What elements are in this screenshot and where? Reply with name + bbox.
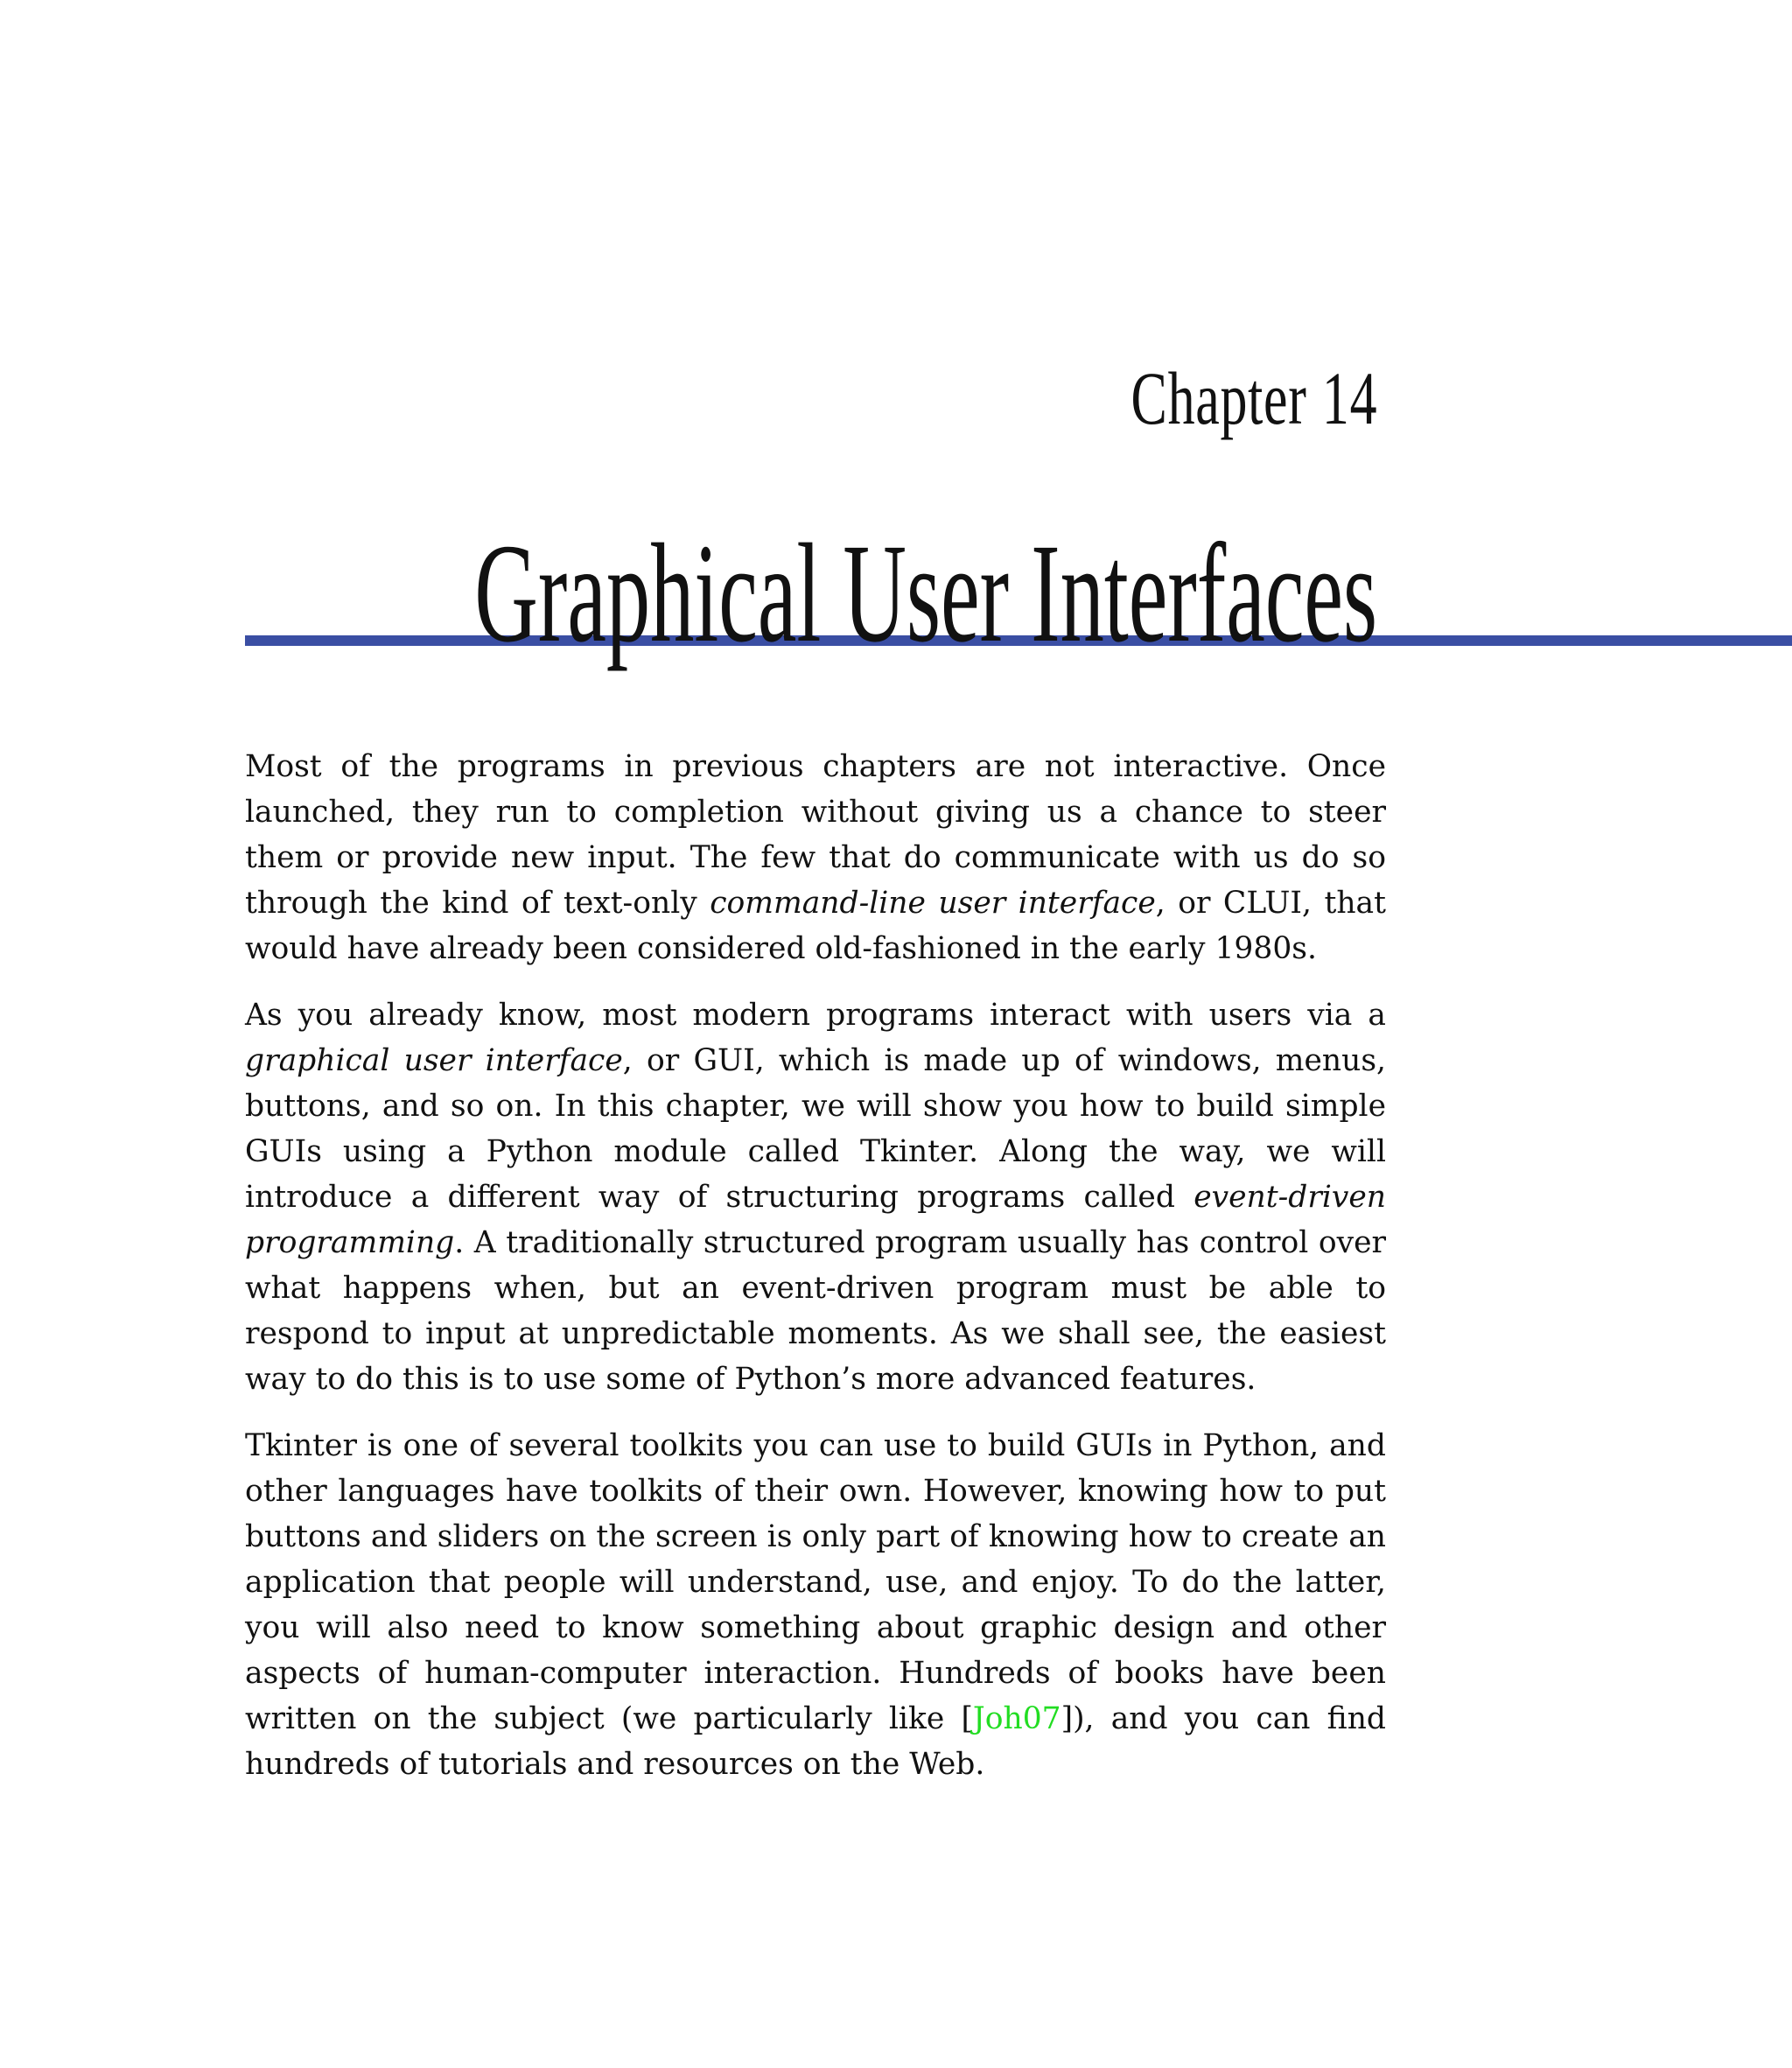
body-text: [245, 744, 1386, 1808]
chapter-number: 14: [1321, 356, 1377, 440]
term-gui: graphical user interface: [245, 1043, 623, 1078]
paragraph-1: [245, 744, 1386, 971]
paragraph-1-text-b: , or CLUI, that would have already been considered old-fashioned in the early 1980s.: [245, 886, 1386, 966]
paragraph-2: [245, 992, 1386, 1402]
chapter-title: Graphical User Interfaces: [474, 515, 1377, 672]
paragraph-1-text-a: Most of the programs in previous chapters are not interactive. Once launched, they run to completion without giving us a chance to steer them or provide new input. The few that do communicate with us do so through the kind of text-only: [245, 749, 1386, 921]
term-event-driven: event-driven programming: [245, 1180, 1386, 1260]
paragraph-3-text-a: Tkinter is one of several toolkits you can use to build GUIs in Python, and other languages have toolkits of their own. However, knowing how to put buttons and sliders on the screen is only part of knowing how to create an application that people will understand, use, and enjoy. To do the latter, you will also need to know something about graphic design and other aspects of human-computer interaction. Hundreds of books have been written on the subject (we particularly like [: [245, 1428, 1386, 1736]
paragraph-3: [245, 1423, 1386, 1787]
paragraph-3-text-b: ]), and you can find hundreds of tutorials and resources on the Web.: [245, 1701, 1387, 1782]
chapter-number-heading: [1130, 356, 1377, 440]
paragraph-2-text-b: , or GUI, which is made up of windows, menus, buttons, and so on. In this chapter, we will show you how to build simple GUIs using a Python module called Tkinter. Along the way, we will introduce a different way of structuring programs called: [245, 1043, 1387, 1215]
citation-link[interactable]: Joh07: [972, 1701, 1061, 1736]
term-clui: command-line user interface: [710, 886, 1156, 921]
chapter-label-text: Chapter: [1130, 356, 1307, 440]
paragraph-2-text-a: As you already know, most modern programs interact with users via a: [245, 998, 1386, 1033]
paragraph-2-text-c: . A traditionally structured program usually has control over what happens when, but an event-driven program must be able to respond to input at unpredictable moments. As we shall see, the easiest way to do this is to use some of Python’s more advanced features.: [245, 1225, 1386, 1397]
